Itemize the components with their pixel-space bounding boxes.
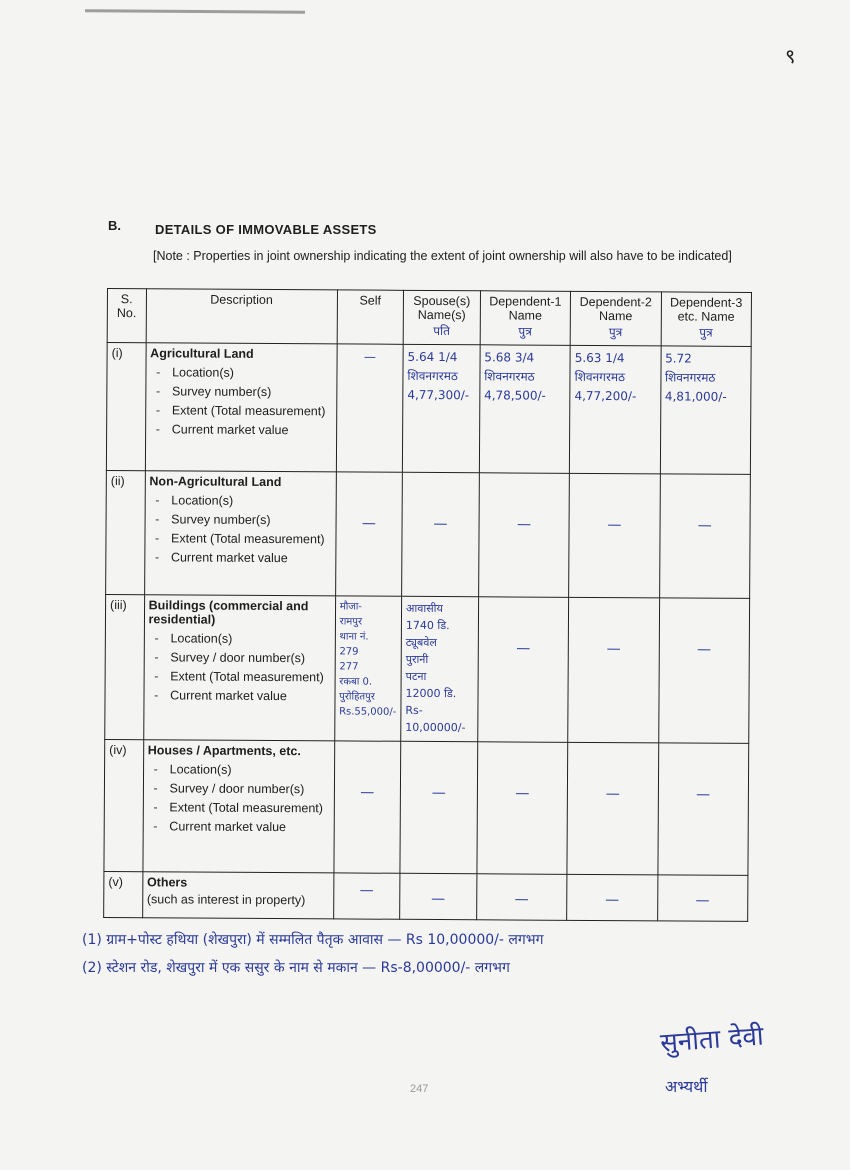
cell-self	[335, 472, 402, 596]
row-title: Agricultural Land	[150, 346, 254, 361]
row-item: - Current market value	[150, 420, 332, 440]
cell-value: शिवनगरमठ	[574, 369, 626, 385]
cell-value: Rs.55,000/-	[339, 706, 397, 718]
row-item: - Current market value	[147, 817, 329, 837]
header-spouse-hand: पति	[433, 323, 451, 339]
row-item: - Extent (Total measurement)	[150, 401, 332, 421]
table-row	[105, 594, 750, 743]
header-dep3-label: Dependent-3 etc. Name	[670, 295, 743, 324]
cell-value: Rs-10,00000/-	[405, 703, 466, 735]
dash-mark: —	[606, 641, 621, 658]
dash-mark: —	[605, 892, 620, 909]
row-title: Others	[146, 875, 188, 890]
header-dep2	[570, 291, 661, 346]
row-item: - Survey / door number(s)	[148, 648, 330, 668]
signature-caption: अभ्यर्थी	[665, 1079, 708, 1096]
cell-value: 1740 डि.	[405, 618, 450, 633]
row-item: - Survey number(s)	[149, 510, 331, 530]
cell-dep1	[476, 874, 567, 921]
cell-value: शिवनगरमठ	[407, 368, 458, 384]
table-row	[106, 470, 751, 598]
row-item: - Location(s)	[148, 760, 330, 780]
cell-value: मौजा-	[339, 601, 362, 613]
cell-value: 4,77,200/-	[574, 388, 637, 404]
cell-dep3	[660, 346, 751, 475]
row-sno: (v)	[104, 871, 143, 917]
cell-dep2	[567, 742, 658, 875]
table-row	[106, 343, 751, 475]
cell-self-value: —	[363, 349, 376, 364]
cell-self	[334, 596, 401, 741]
header-spouse-label: Spouse(s) Name(s)	[413, 293, 471, 323]
dash-mark: —	[697, 517, 712, 534]
cell-dep1	[477, 742, 568, 875]
dash-mark: —	[515, 785, 530, 802]
cell-spouse	[401, 596, 479, 741]
row-item: - Survey / door number(s)	[147, 779, 329, 799]
stamp-number: 247	[410, 1083, 429, 1095]
dash-mark: —	[695, 892, 710, 909]
cell-spouse	[400, 741, 478, 873]
dash-mark: —	[605, 786, 620, 803]
dash-mark: —	[607, 517, 622, 534]
cell-dep1	[477, 597, 568, 743]
header-sno: S. No.	[107, 289, 146, 343]
cell-dep2	[569, 473, 660, 598]
row-description	[143, 595, 335, 741]
row-sno: (iv)	[104, 739, 143, 871]
header-dep2-label: Dependent-2 Name	[579, 294, 652, 324]
cell-self	[333, 873, 400, 919]
row-sno: (iii)	[105, 594, 144, 739]
cell-spouse	[402, 472, 480, 596]
dash-mark: —	[361, 515, 376, 532]
row-description	[142, 872, 333, 919]
row-description	[143, 740, 335, 873]
cell-value: 277	[339, 661, 359, 673]
handwritten-note-1: (1) ग्राम+पोस्ट हथिया (शेखपुरा) में सम्मलित पैतृक आवास — Rs 10,00000/- लगभग	[82, 932, 544, 948]
dash-mark: —	[697, 641, 712, 658]
cell-value: रामपुर	[339, 616, 363, 628]
section-letter: B.	[108, 218, 121, 233]
cell-dep3	[658, 598, 749, 744]
cell-value: 4,78,500/-	[484, 388, 546, 403]
cell-value: शिवनगरमठ	[484, 369, 535, 384]
dash-mark: —	[696, 786, 711, 803]
header-dep1-label: Dependent-1 Name	[489, 294, 562, 323]
row-sno: (ii)	[106, 470, 145, 594]
section-note: [Note : Properties in joint ownership indicating the extent of joint ownership will also have to be indicated]	[153, 249, 732, 263]
row-title: Non-Agricultural Land	[149, 474, 282, 490]
table-row	[104, 871, 748, 921]
header-dep1	[480, 291, 571, 346]
cell-dep2	[568, 597, 659, 743]
section-title: DETAILS OF IMMOVABLE ASSETS	[155, 222, 377, 237]
header-dep1-hand: पुत्र	[518, 324, 532, 339]
cell-value: पुरोहितपुर	[339, 691, 375, 703]
cell-dep2	[570, 345, 661, 474]
page-number: ९	[785, 44, 796, 68]
cell-self	[334, 741, 401, 873]
cell-value: 12000 डि.	[405, 686, 457, 701]
cell-spouse	[402, 344, 480, 472]
dash-mark: —	[360, 784, 375, 801]
row-title: Buildings (commercial and residential)	[148, 598, 309, 627]
dash-mark: —	[516, 640, 531, 657]
header-self: Self	[337, 290, 404, 344]
row-item: - Current market value	[148, 686, 330, 706]
dash-mark: —	[359, 882, 374, 899]
row-item: - Extent (Total measurement)	[148, 667, 330, 687]
cell-dep3	[659, 474, 750, 599]
cell-dep3	[657, 743, 748, 876]
row-title: Houses / Apartments, etc.	[147, 743, 301, 759]
cell-spouse	[400, 873, 477, 919]
cell-value: शिवनगरमठ	[664, 370, 716, 385]
row-description	[144, 471, 336, 596]
cell-value: थाना नं.	[339, 631, 369, 643]
cell-value: 4,81,000/-	[664, 389, 727, 404]
header-description: Description	[146, 289, 337, 344]
cell-dep3	[657, 875, 748, 922]
cell-value: पटना	[405, 669, 427, 683]
dash-mark: —	[514, 891, 529, 908]
dash-mark: —	[433, 515, 448, 533]
header-dep2-hand: पुत्र	[608, 325, 623, 340]
row-subtitle: (such as interest in property)	[146, 892, 306, 908]
row-item: - Current market value	[149, 548, 331, 568]
cell-value: रकबा 0.	[339, 676, 373, 688]
header-dep3	[661, 292, 752, 347]
dash-mark: —	[516, 516, 532, 533]
cell-value: ट्यूबवेल	[405, 635, 437, 650]
dash-mark: —	[431, 890, 446, 908]
cell-dep2	[567, 874, 658, 921]
cell-value: पुरानी	[405, 652, 429, 666]
scan-artifact-line	[85, 9, 305, 14]
row-item: - Survey number(s)	[150, 382, 332, 402]
cell-value: 5.64 1/4	[407, 349, 458, 365]
handwritten-note-2: (2) स्टेशन रोड, शेखपुरा में एक ससुर के नाम से मकान — Rs-8,00000/- लगभग	[82, 960, 510, 976]
cell-value: 5.68 3/4	[484, 350, 535, 365]
table-row	[104, 739, 749, 875]
row-item: - Extent (Total measurement)	[147, 798, 329, 818]
row-sno: (i)	[106, 343, 145, 471]
row-item: - Location(s)	[150, 363, 332, 383]
immovable-assets-table	[103, 288, 752, 922]
cell-value: 5.63 1/4	[574, 350, 625, 366]
cell-dep1	[479, 345, 570, 474]
row-item: - Location(s)	[149, 491, 331, 511]
table-header-row	[107, 289, 751, 347]
cell-self	[336, 344, 403, 472]
cell-value: आवासीय	[405, 601, 443, 616]
row-description	[145, 343, 337, 472]
cell-dep1	[478, 473, 569, 598]
cell-value: 5.72	[665, 351, 692, 366]
row-item: - Location(s)	[148, 629, 330, 649]
header-dep3-hand: पुत्र	[699, 325, 713, 340]
header-spouse	[403, 290, 480, 344]
signature: सुनीता देवी	[659, 1021, 765, 1059]
row-item: - Extent (Total measurement)	[149, 529, 331, 549]
cell-value: 4,77,300/-	[407, 387, 470, 403]
cell-value: 279	[339, 646, 359, 658]
dash-mark: —	[431, 784, 446, 802]
